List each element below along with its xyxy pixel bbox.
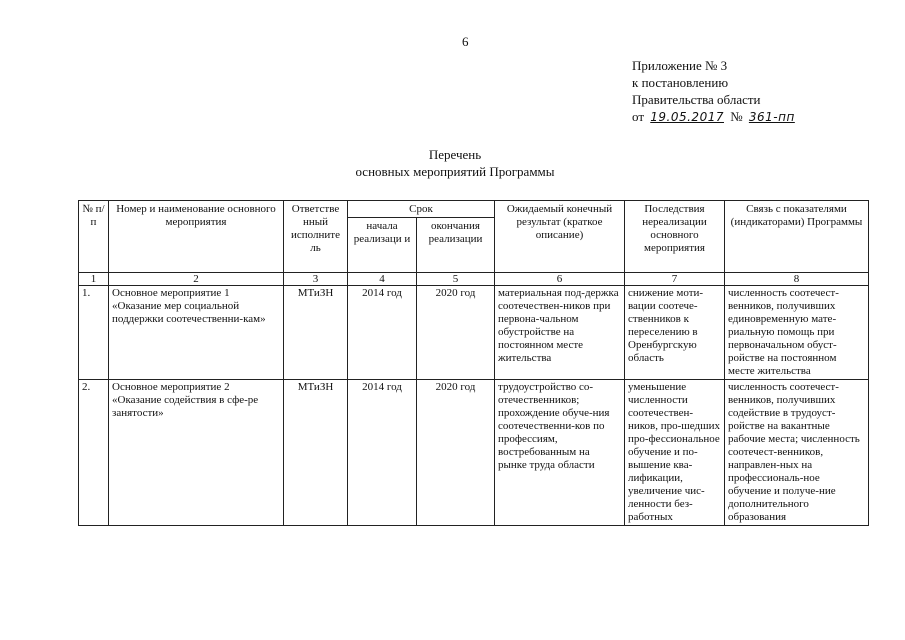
header-executor: Ответстве нный исполните ль <box>284 201 348 273</box>
row-consequences: уменьшение численности соотечествен-ников, про-шедших про-фессиональное обучение и по-вышение ква-лификации, увеличение чис-ленности без-работных <box>625 380 725 526</box>
column-number: 7 <box>625 273 725 286</box>
row-start: 2014 год <box>348 380 417 526</box>
header-row-1 <box>79 201 869 218</box>
row-result: материальная под-держка соотечествен-ников при первона-чальном обустройстве на постоянном месте жительства <box>495 286 625 380</box>
row-link: численность соотечест-венников, получивших содействие в трудоуст-ройстве на вакантные рабочие места; численность соотечест-венников, направлен-ных на профессиональ-ное обучение и получе-ние дополнительного образования <box>725 380 869 526</box>
row-result: трудоустройство со-отечественников; прохождение обуче-ния соотечественни-ков по профессиям, востребованным на рынке труда области <box>495 380 625 526</box>
table-row <box>79 380 869 526</box>
appendix-line-government: Правительства области <box>632 92 761 107</box>
row-link: численность соотечест-венников, получивших единовременную мате-риальную помощь при первоначальном обуст-ройстве на постоянном месте жительства <box>725 286 869 380</box>
row-name: Основное мероприятие 2 «Оказание содействия в сфе-ре занятости» <box>109 380 284 526</box>
header-start: начала реализаци и <box>348 218 417 273</box>
header-link: Связь с показателями (индикаторами) Программы <box>725 201 869 273</box>
column-number: 3 <box>284 273 348 286</box>
row-name: Основное мероприятие 1 «Оказание мер социальной поддержки соотечественни-кам» <box>109 286 284 380</box>
column-number: 5 <box>417 273 495 286</box>
row-end: 2020 год <box>417 380 495 526</box>
appendix-title: Приложение № 3 <box>632 58 728 73</box>
column-number: 6 <box>495 273 625 286</box>
column-number: 4 <box>348 273 417 286</box>
page-number: 6 <box>462 34 469 49</box>
title-line-1: Перечень <box>428 147 482 162</box>
row-end: 2020 год <box>417 286 495 380</box>
title-line-2: основных мероприятий Программы <box>355 164 555 179</box>
appendix-line-resolution: к постановлению <box>632 75 729 90</box>
row-start: 2014 год <box>348 286 417 380</box>
header-term: Срок <box>348 201 495 218</box>
column-number: 8 <box>725 273 869 286</box>
header-num: № п/п <box>79 201 109 273</box>
row-consequences: снижение моти-вации соотече-ственников к переселению в Оренбургскую область <box>625 286 725 380</box>
row-executor: МТиЗН <box>284 380 348 526</box>
appendix-date-line <box>632 108 798 126</box>
appendix-block <box>632 57 798 126</box>
row-num: 1. <box>79 286 109 380</box>
column-number: 1 <box>79 273 109 286</box>
header-end: окончания реализации <box>417 218 495 273</box>
header-result: Ожидаемый конечный результат (краткое описание) <box>495 201 625 273</box>
column-numbers-row <box>79 273 869 286</box>
number-sign: № <box>730 109 743 124</box>
header-consequences: Последствия нереализации основного мероприятия <box>625 201 725 273</box>
row-executor: МТиЗН <box>284 286 348 380</box>
row-num: 2. <box>79 380 109 526</box>
resolution-number: 361-пп <box>748 110 795 124</box>
date-prefix: от <box>632 109 645 124</box>
activities-table <box>78 200 869 526</box>
header-name: Номер и наименование основного мероприятия <box>109 201 284 273</box>
table-row <box>79 286 869 380</box>
resolution-date: 19.05.2017 <box>650 110 724 124</box>
document-title <box>340 146 570 180</box>
column-number: 2 <box>109 273 284 286</box>
